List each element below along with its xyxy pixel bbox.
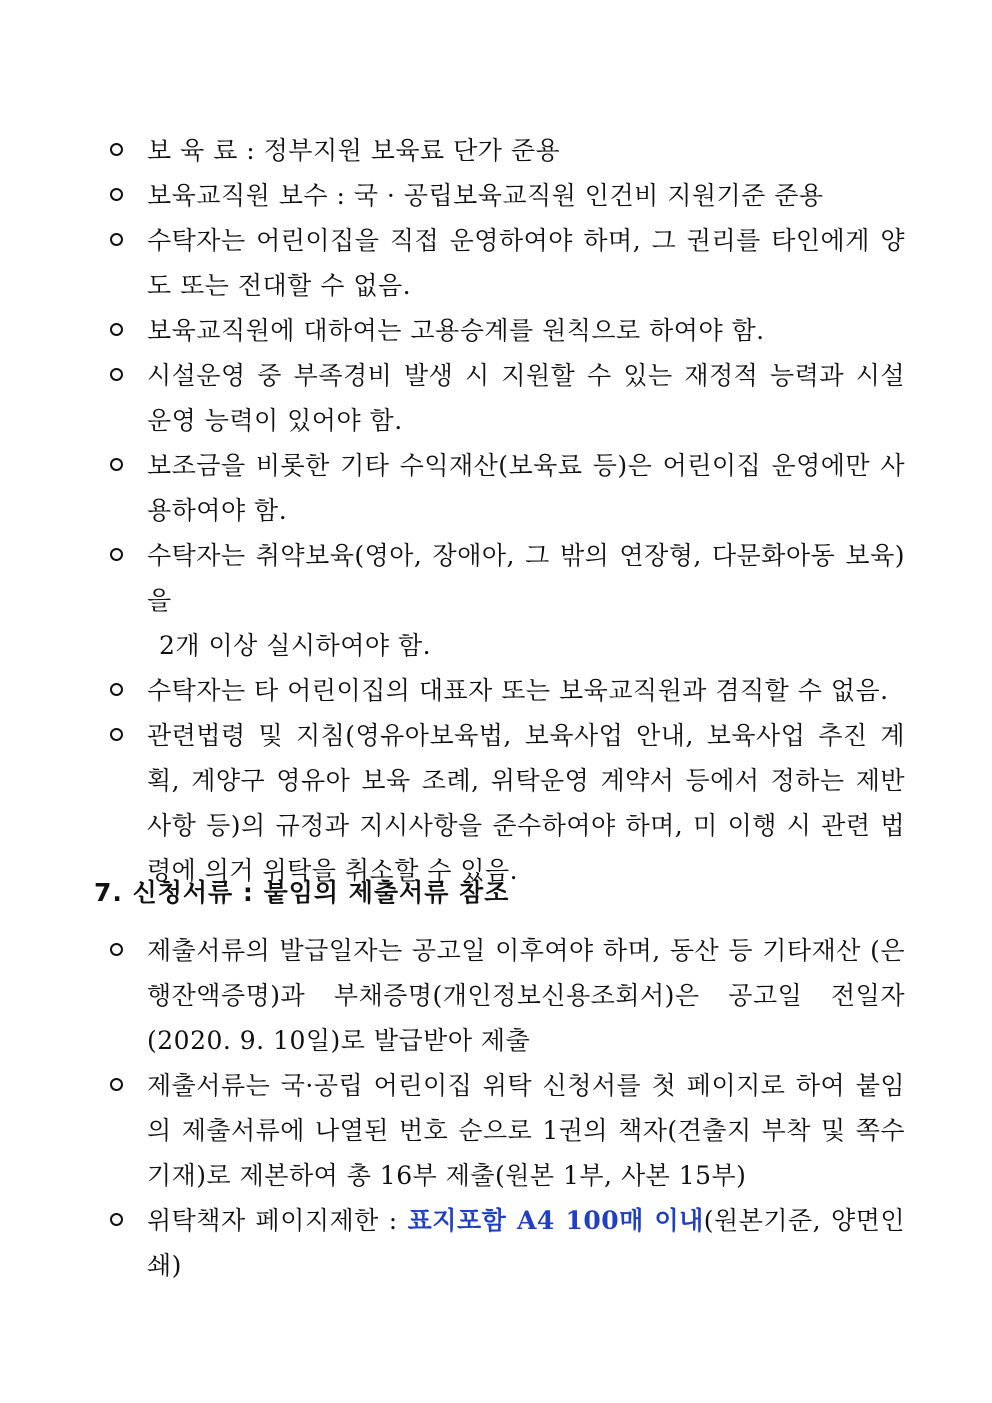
hollow-circle-icon	[110, 188, 123, 201]
item-text	[147, 1198, 905, 1288]
item-text: 보육교직원에 대하여는 고용승계를 원칙으로 하여야 함.	[147, 316, 765, 345]
item-prefix: 위탁책자 페이지제한 :	[147, 1206, 408, 1235]
page-limit-highlight: 표지포함 A4 100매 이내	[407, 1206, 704, 1235]
hollow-circle-icon	[110, 943, 123, 956]
list-item	[105, 128, 905, 173]
hollow-circle-icon	[110, 143, 123, 156]
list-item	[105, 353, 905, 443]
hollow-circle-icon	[110, 728, 123, 741]
item-text: 수탁자는 타 어린이집의 대표자 또는 보육교직원과 겸직할 수 없음.	[147, 676, 889, 705]
item-text: 관련법령 및 지침(영유아보육법, 보육사업 안내, 보육사업 추진 계획, 계양구 영유아 보육 조례, 위탁운영 계약서 등에서 정하는 제반 사항 등)의 규정과 지시사항을 준수하여야 하며, 미 이행 시 관련 법령에 의거 위탁을 취소할 수 있음.	[147, 721, 905, 885]
item-text: 제출서류의 발급일자는 공고일 이후여야 하며, 동산 등 기타재산 (은행잔액증명)과 부채증명(개인정보신용조회서)은 공고일 전일자 (2020. 9. 10일)로 발급받아 제출	[147, 936, 905, 1055]
list-item	[105, 713, 905, 893]
item-text: 제출서류는 국·공립 어린이집 위탁 신청서를 첫 페이지로 하여 붙임의 제출서류에 나열된 번호 순으로 1권의 책자(견출지 부착 및 쪽수 기재)로 제본하여 총 16부 제출(원본 1부, 사본 15부)	[147, 1071, 905, 1190]
list-item	[105, 308, 905, 353]
hollow-circle-icon	[110, 683, 123, 696]
hollow-circle-icon	[110, 233, 123, 246]
hollow-circle-icon	[110, 368, 123, 381]
list-item	[105, 668, 905, 713]
item-text-line1: 수탁자는 취약보육(영아, 장애아, 그 밖의 연장형, 다문화아동 보육)을	[147, 541, 905, 615]
hollow-circle-icon	[110, 1213, 123, 1226]
list-item	[105, 928, 905, 1063]
hollow-circle-icon	[110, 1078, 123, 1091]
item-text-line2: 2개 이상 실시하여야 함.	[159, 631, 432, 660]
list-item	[105, 1198, 905, 1288]
item-suffix: (원본기준, 양면인쇄)	[147, 1206, 905, 1280]
documents-list	[105, 928, 905, 1288]
item-text: 보조금을 비롯한 기타 수익재산(보육료 등)은 어린이집 운영에만 사용하여야 함.	[147, 451, 905, 525]
list-item	[105, 218, 905, 308]
section-heading: 7. 신청서류 : 붙임의 제출서류 참조	[94, 878, 510, 907]
item-text: 보육교직원 보수 : 국 · 공립보육교직원 인건비 지원기준 준용	[147, 181, 824, 210]
conditions-list	[105, 128, 905, 893]
item-text: 시설운영 중 부족경비 발생 시 지원할 수 있는 재정적 능력과 시설 운영 능력이 있어야 함.	[147, 361, 905, 435]
list-item	[105, 1063, 905, 1198]
list-item	[105, 533, 905, 668]
list-item	[105, 173, 905, 218]
hollow-circle-icon	[110, 323, 123, 336]
hollow-circle-icon	[110, 458, 123, 471]
item-text: 수탁자는 어린이집을 직접 운영하여야 하며, 그 권리를 타인에게 양도 또는 전대할 수 없음.	[147, 226, 905, 300]
item-text: 보 육 료 : 정부지원 보육료 단가 준용	[147, 136, 561, 165]
hollow-circle-icon	[110, 548, 123, 561]
list-item	[105, 443, 905, 533]
